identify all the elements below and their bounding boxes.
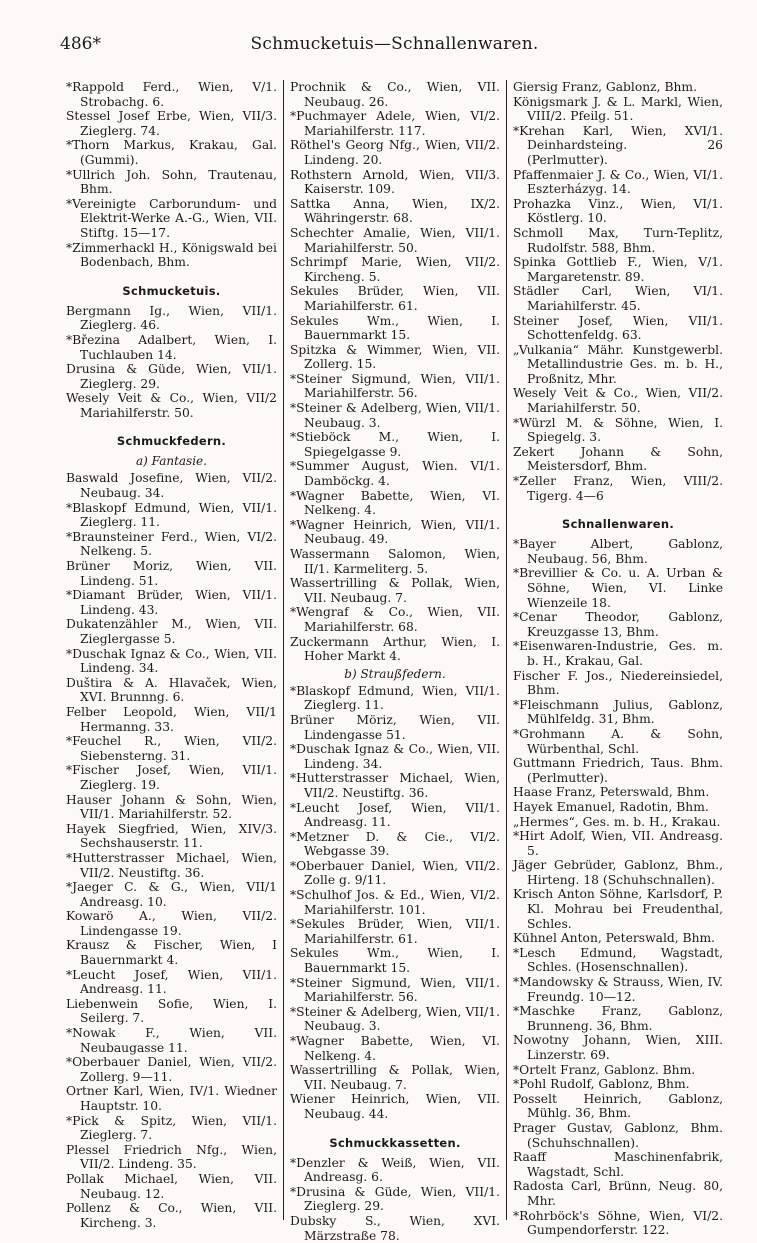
directory-entry: *Stieböck M., Wien, I. Spiegelgasse 9. — [290, 430, 500, 459]
directory-entry: *Wagner Babette, Wien, VI. Nelkeng. 4. — [290, 1034, 500, 1063]
directory-entry: „Hermes“, Ges. m. b. H., Krakau. — [513, 814, 721, 829]
directory-entry: *Schulhof Jos. & Ed., Wien, VI/2. Mariahilferstr. 101. — [290, 888, 500, 917]
column-1 — [60, 80, 283, 1230]
directory-entry: *Thorn Markus, Krakau, Gal. (Gummi). — [66, 138, 277, 167]
directory-entry: *Zeller Franz, Wien, VIII/2. Tigerg. 4—6 — [513, 474, 723, 503]
directory-entry: *Rohrböck's Söhne, Wien, VI/2. Gumpendorferstr. 122. — [513, 1208, 723, 1238]
directory-entry: Wiener Heinrich, Wien, VII. Neubaug. 44. — [290, 1092, 500, 1121]
directory-entry: Baswald Josefine, Wien, VII/2. Neubaug. 34. — [66, 471, 277, 501]
directory-entry: *Wagner Babette, Wien, VI. Nelkeng. 4. — [290, 488, 500, 518]
directory-entry: Felber Leopold, Wien, VII/1 Hermanng. 33. — [66, 704, 277, 734]
directory-entry: *Würzl M. & Söhne, Wien, I. Spiegelg. 3. — [513, 415, 723, 445]
directory-entry: Pollenz & Co., Wien, VII. Kircheng. 3. — [66, 1201, 277, 1230]
directory-entry: *Fleischmann Julius, Gablonz, Mühlfeldg. 31, Bhm. — [513, 697, 723, 727]
subsection-heading: a) Fantasie. — [136, 454, 207, 469]
directory-entry: *Wengraf & Co., Wien, VII. Mariahilferstr. 68. — [290, 605, 500, 634]
directory-entry: *Drusina & Güde, Wien, VII/1. Zieglerg. 29. — [290, 1184, 500, 1214]
column-2 — [283, 80, 506, 1243]
directory-entry: Krisch Anton Söhne, Karlsdorf, P. Kl. Mohrau bei Freudenthal, Schles. — [513, 887, 723, 931]
directory-entry: Schrimpf Marie, Wien, VII/2. Kircheng. 5. — [290, 255, 500, 284]
running-title: Schmucketuis—Schnallenwaren. — [250, 34, 539, 54]
directory-entry: *Ortelt Franz, Gablonz. Bhm. — [513, 1062, 696, 1077]
directory-entry: *Jaeger C. & G., Wien, VII/1 Andreasg. 10. — [66, 880, 277, 909]
directory-entry: *Eisenwaren-Industrie, Ges. m. b. H., Krakau, Gal. — [513, 639, 723, 668]
directory-entry: Wassertrilling & Pollak, Wien, VII. Neubaug. 7. — [290, 1063, 500, 1092]
directory-entry: Liebenwein Sofie, Wien, I. Seilerg. 7. — [66, 996, 277, 1026]
columns — [60, 80, 729, 1243]
directory-entry: Prochnik & Co., Wien, VII. Neubaug. 26. — [290, 80, 500, 109]
directory-entry: *Fischer Josef, Wien, VII/1. Zieglerg. 19. — [66, 763, 277, 792]
page-header — [60, 30, 729, 60]
directory-entry: *Vereinigte Carborundum- und Elektrit-Werke A.-G., Wien, VII. Stiftg. 15—17. — [66, 196, 277, 240]
directory-entry: *Pohl Rudolf, Gablonz, Bhm. — [513, 1077, 690, 1092]
directory-entry: Raaff Maschinenfabrik, Wagstadt, Schl. — [513, 1150, 723, 1179]
directory-entry: Röthel's Georg Nfg., Wien, VII/2. Lindeng. 20. — [290, 138, 500, 167]
section-heading: Schmuckfedern. — [116, 434, 227, 449]
section-heading: Schmuckkassetten. — [329, 1135, 461, 1150]
directory-entry: Schmoll Max, Turn-Teplitz, Rudolfstr. 588, Bhm. — [513, 225, 723, 255]
directory-entry: Zekert Johann & Sohn, Meistersdorf, Bhm. — [513, 444, 723, 474]
directory-entry: Guttmann Friedrich, Taus. Bhm. (Perlmutter). — [513, 756, 723, 785]
directory-entry: Plessel Friedrich Nfg., Wien, VII/2. Lindeng. 35. — [66, 1142, 277, 1172]
section-heading: Schmucketuis. — [122, 283, 221, 298]
directory-entry: *Steiner & Adelberg, Wien, VII/1. Neubaug. 3. — [290, 1004, 500, 1034]
directory-entry: Giersig Franz, Gablonz, Bhm. — [513, 80, 697, 94]
directory-entry: *Březina Adalbert, Wien, I. Tuchlauben 14. — [66, 332, 277, 362]
directory-entry: *Rappold Ferd., Wien, V/1. Strobachg. 6. — [66, 80, 277, 109]
directory-entry: *Summer August, Wien. VI/1. Damböckg. 4. — [290, 459, 500, 489]
directory-entry: Hayek Emanuel, Radotin, Bhm. — [513, 799, 709, 814]
section-heading: Schnallenwaren. — [561, 517, 674, 532]
directory-entry: „Vulkania“ Mähr. Kunstgewerbl. Metallindustrie Ges. m. b. H., Proßnitz, Mhr. — [513, 342, 723, 386]
directory-entry: Städler Carl, Wien, VI/1. Mariahilferstr. 45. — [513, 284, 723, 313]
page-number: 486* — [60, 34, 101, 54]
directory-entry: Kühnel Anton, Peterswald, Bhm. — [513, 931, 716, 946]
directory-entry: *Ullrich Joh. Sohn, Trautenau, Bhm. — [66, 167, 277, 197]
directory-entry: *Nowak F., Wien, VII. Neubaugasse 11. — [66, 1026, 277, 1055]
directory-entry: Nowotny Johann, Wien, XIII. Linzerstr. 69. — [513, 1033, 723, 1062]
directory-entry: Wesely Veit & Co., Wien, VII/2. Mariahilferstr. 50. — [513, 386, 723, 416]
directory-entry: Schechter Amalie, Wien, VII/1. Mariahilferstr. 50. — [290, 225, 500, 255]
directory-entry: Hauser Johann & Sohn, Wien, VII/1. Mariahilferstr. 52. — [66, 792, 277, 822]
directory-entry: Krausz & Fischer, Wien, I Bauernmarkt 4. — [66, 938, 277, 968]
directory-entry: *Diamant Brüder, Wien, VII/1. Lindeng. 43. — [66, 588, 277, 617]
directory-entry: Spitzka & Wimmer, Wien, VII. Zollerg. 15. — [290, 342, 500, 372]
directory-entry: *Puchmayer Adele, Wien, VI/2. Mariahilferstr. 117. — [290, 109, 500, 138]
column-3 — [506, 80, 729, 1238]
directory-entry: *Oberbauer Daniel, Wien, VII/2. Zollerg. 9—11. — [66, 1055, 277, 1084]
directory-entry: *Grohmann A. & Sohn, Würbenthal, Schl. — [513, 726, 723, 756]
directory-entry: Brüner Möriz, Wien, VII. Lindengasse 51. — [290, 712, 500, 742]
directory-entry: Sattka Anna, Wien, IX/2. Währingerstr. 68. — [290, 196, 500, 226]
directory-entry: *Zimmerhackl H., Königswald bei Bodenbach, Bhm. — [66, 240, 277, 270]
directory-entry: Duštira & A. Hlavaček, Wien, XVI. Brunnng. 6. — [66, 675, 277, 705]
directory-entry: Stessel Josef Erbe, Wien, VII/3. Zieglerg. 74. — [66, 109, 277, 138]
directory-entry: *Leucht Josef, Wien, VII/1. Andreasg. 11. — [66, 967, 277, 997]
directory-entry: Bergmann Ig., Wien, VII/1. Zieglerg. 46. — [66, 303, 277, 333]
directory-entry: Sekules Brüder, Wien, VII. Mariahilferstr. 61. — [290, 284, 500, 313]
directory-entry: Haase Franz, Peterswald, Bhm. — [513, 785, 710, 800]
directory-entry: Ortner Karl, Wien, IV/1. Wiedner Hauptstr. 10. — [66, 1084, 277, 1113]
directory-entry: *Hutterstrasser Michael, Wien, VII/2. Neustiftg. 36. — [66, 850, 277, 880]
directory-entry: Spinka Gottlieb F., Wien, V/1. Margaretenstr. 89. — [513, 255, 723, 284]
directory-entry: Königsmark J. & L. Markl, Wien, VIII/2. Pfeilg. 51. — [513, 94, 723, 124]
directory-entry: Rothstern Arnold, Wien, VII/3. Kaiserstr. 109. — [290, 167, 500, 197]
directory-entry: *Bayer Albert, Gablonz, Neubaug. 56, Bhm. — [513, 537, 723, 566]
directory-entry: Zuckermann Arthur, Wien, I. Hoher Markt 4. — [290, 634, 500, 664]
directory-entry: *Hirt Adolf, Wien, VII. Andreasg. 5. — [513, 829, 723, 858]
directory-entry: *Wagner Heinrich, Wien, VII/1. Neubaug. 49. — [290, 517, 500, 547]
directory-entry: *Leucht Josef, Wien, VII/1. Andreasg. 11. — [290, 800, 500, 830]
directory-entry: Prohazka Vinz., Wien, VI/1. Köstlerg. 10. — [513, 196, 723, 226]
directory-entry: *Metzner D. & Cie., VI/2. Webgasse 39. — [290, 829, 500, 859]
directory-entry: *Duschak Ignaz & Co., Wien, VII. Lindeng. 34. — [290, 742, 500, 771]
subsection-heading: b) Straußfedern. — [344, 666, 446, 681]
directory-entry: Brüner Moriz, Wien, VII. Lindeng. 51. — [66, 559, 277, 588]
directory-entry: Wassermann Salomon, Wien, II/1. Karmeliterg. 5. — [290, 547, 500, 576]
directory-entry: *Cenar Theodor, Gablonz, Kreuzgasse 13, Bhm. — [513, 610, 723, 639]
directory-entry: Prager Gustav, Gablonz, Bhm. (Schuhschnallen). — [513, 1120, 723, 1150]
directory-entry: *Lesch Edmund, Wagstadt, Schles. (Hosenschnallen). — [513, 945, 723, 975]
directory-entry: *Duschak Ignaz & Co., Wien, VII. Lindeng. 34. — [66, 646, 277, 676]
directory-entry: *Blaskopf Edmund, Wien, VII/1. Zieglerg. 11. — [66, 500, 277, 530]
directory-entry: Dukatenzähler M., Wien, VII. Zieglergasse 5. — [66, 617, 277, 646]
directory-entry: Jäger Gebrüder, Gablonz, Bhm., Hirteng. 18 (Schuhschnallen). — [513, 858, 723, 887]
directory-entry: Kowarö A., Wien, VII/2. Lindengasse 19. — [66, 909, 277, 938]
directory-entry: *Krehan Karl, Wien, XVI/1. Deinhardsteing. 26 (Perlmutter). — [513, 123, 723, 167]
directory-entry: Fischer F. Jos., Niedereinsiedel, Bhm. — [513, 668, 723, 698]
directory-entry: *Steiner Sigmund, Wien, VII/1. Mariahilferstr. 56. — [290, 975, 500, 1005]
directory-entry: Steiner Josef, Wien, VII/1. Schottenfeldg. 63. — [513, 313, 723, 343]
directory-entry: *Steiner Sigmund, Wien, VII/1. Mariahilferstr. 56. — [290, 371, 500, 401]
directory-entry: *Feuchel R., Wien, VII/2. Siebensterng. 31. — [66, 734, 277, 763]
directory-entry: *Pick & Spitz, Wien, VII/1. Zieglerg. 7. — [66, 1113, 277, 1143]
directory-entry: Wesely Veit & Co., Wien, VII/2 Mariahilferstr. 50. — [66, 391, 277, 420]
directory-entry: Pfaffenmaier J. & Co., Wien, VI/1. Eszterházyg. 14. — [513, 167, 723, 197]
directory-entry: Drusina & Güde, Wien, VII/1. Zieglerg. 29. — [66, 362, 277, 391]
directory-entry: *Steiner & Adelberg, Wien, VII/1. Neubaug. 3. — [290, 401, 500, 430]
directory-entry: Sekules Wm., Wien, I. Bauernmarkt 15. — [290, 946, 500, 976]
directory-entry: *Brevillier & Co. u. A. Urban & Söhne, Wien, VI. Linke Wienzeile 18. — [513, 566, 723, 610]
directory-entry: *Blaskopf Edmund, Wien, VII/1. Zieglerg. 11. — [290, 683, 500, 713]
directory-entry: *Oberbauer Daniel, Wien, VII/2. Zolle g. 9/11. — [290, 858, 500, 888]
directory-entry: Dubsky S., Wien, XVI. Märzstraße 78. — [290, 1213, 500, 1243]
directory-entry: Wassertrilling & Pollak, Wien, VII. Neubaug. 7. — [290, 576, 500, 605]
directory-entry: Pollak Michael, Wien, VII. Neubaug. 12. — [66, 1171, 277, 1201]
directory-entry: *Mandowsky & Strauss, Wien, IV. Freundg. 10—12. — [513, 975, 723, 1004]
directory-entry: *Sekules Brüder, Wien, VII/1. Mariahilferstr. 61. — [290, 917, 500, 946]
directory-entry: Posselt Heinrich, Gablonz, Mühlg. 36, Bhm. — [513, 1091, 723, 1121]
directory-entry: Sekules Wm., Wien, I. Bauernmarkt 15. — [290, 313, 500, 343]
directory-entry: Hayek Siegfried, Wien, XIV/3. Sechshauserstr. 11. — [66, 821, 277, 851]
directory-entry: Radosta Carl, Brünn, Neug. 80, Mhr. — [513, 1179, 723, 1208]
directory-entry: *Braunsteiner Ferd., Wien, VI/2. Nelkeng. 5. — [66, 529, 277, 559]
directory-entry: *Denzler & Weiß, Wien, VII. Andreasg. 6. — [290, 1155, 500, 1185]
directory-entry: *Hutterstrasser Michael, Wien, VII/2. Neustiftg. 36. — [290, 771, 500, 800]
directory-entry: *Maschke Franz, Gablonz, Brunneng. 36, Bhm. — [513, 1004, 723, 1033]
